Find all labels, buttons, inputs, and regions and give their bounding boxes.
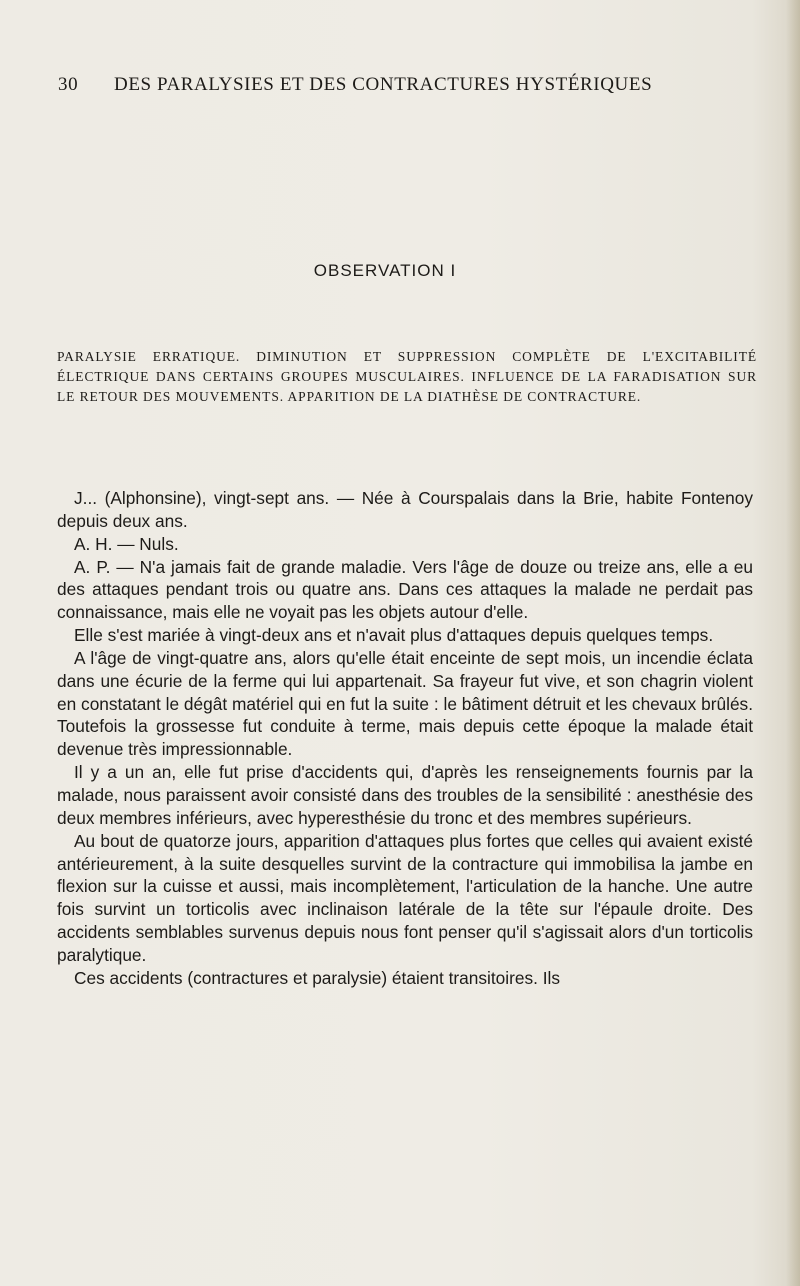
observation-title: OBSERVATION I (313, 261, 457, 280)
running-header (58, 74, 758, 96)
running-title: DES PARALYSIES ET DES CONTRACTURES HYSTÉRIQUES (114, 74, 653, 95)
observation-summary: PARALYSIE ERRATIQUE. DIMINUTION ET SUPPRESSION COMPLÈTE DE L'EXCITABILITÉ ÉLECTRIQUE DANS CERTAINS GROUPES MUSCULAIRES. INFLUENCE DE LA FARADISATION SUR LE RETOUR DES MOUVEMENTS. APPARITION DE LA DIATHÈSE DE CONTRACTURE. (57, 349, 757, 404)
page-number: 30 (58, 74, 79, 95)
paragraph-family-history: A. H. — Nuls. (74, 533, 179, 554)
paragraph-marriage: Elle s'est mariée à vingt-deux ans et n'avait plus d'attaques depuis quelques temps. (74, 625, 714, 646)
paragraph-patient-identity: J... (Alphonsine), vingt-sept ans. — Née à Courspalais dans la Brie, habite Fontenoy depuis deux ans. (57, 488, 753, 531)
paragraph-attacks-contracture: Au bout de quatorze jours, apparition d'attaques plus fortes que celles qui avaient existé antérieurement, à la suite desquelles survint de la contracture qui immobilisa la jambe en flexion sur la cuisse et aussi, mais incomplètement, l'articulation de la hanche. Une autre fois survint un torticolis avec inclinaison latérale de la tête sur l'épaule droite. Des accidents semblables survenus depuis nous font penser qu'il s'agissait alors d'un torticolis paralytique. (57, 830, 753, 965)
page-edge-shadow (786, 0, 800, 1286)
paragraph-personal-history: A. P. — N'a jamais fait de grande maladie. Vers l'âge de douze ou treize ans, elle a eu des attaques pendant trois ou quatre ans. Dans ces attaques la malade ne perdait pas connaissance, mais elle ne voyait pas les objets autour d'elle. (57, 556, 753, 623)
paragraph-sensory-troubles: Il y a un an, elle fut prise d'accidents qui, d'après les renseignements fournis par la malade, nous paraissent avoir consisté dans des troubles de la sensibilité : anesthésie des deux membres inférieurs, avec hyperesthésie du tronc et des membres supérieurs. (57, 762, 753, 828)
paragraph-fire-incident: A l'âge de vingt-quatre ans, alors qu'elle était enceinte de sept mois, un incendie éclata dans une écurie de la ferme qui lui appartenait. Sa frayeur fut vive, et son chagrin violent en constatant le dégât matériel qui en fut la suite : le bâtiment détruit et les chevaux brûlés. Toutefois la grossesse fut conduite à terme, mais depuis cette époque la malade était devenue très impressionnable. (57, 647, 753, 760)
paragraph-transitory: Ces accidents (contractures et paralysie) étaient transitoires. Ils (74, 967, 561, 988)
observation-body (57, 487, 753, 990)
